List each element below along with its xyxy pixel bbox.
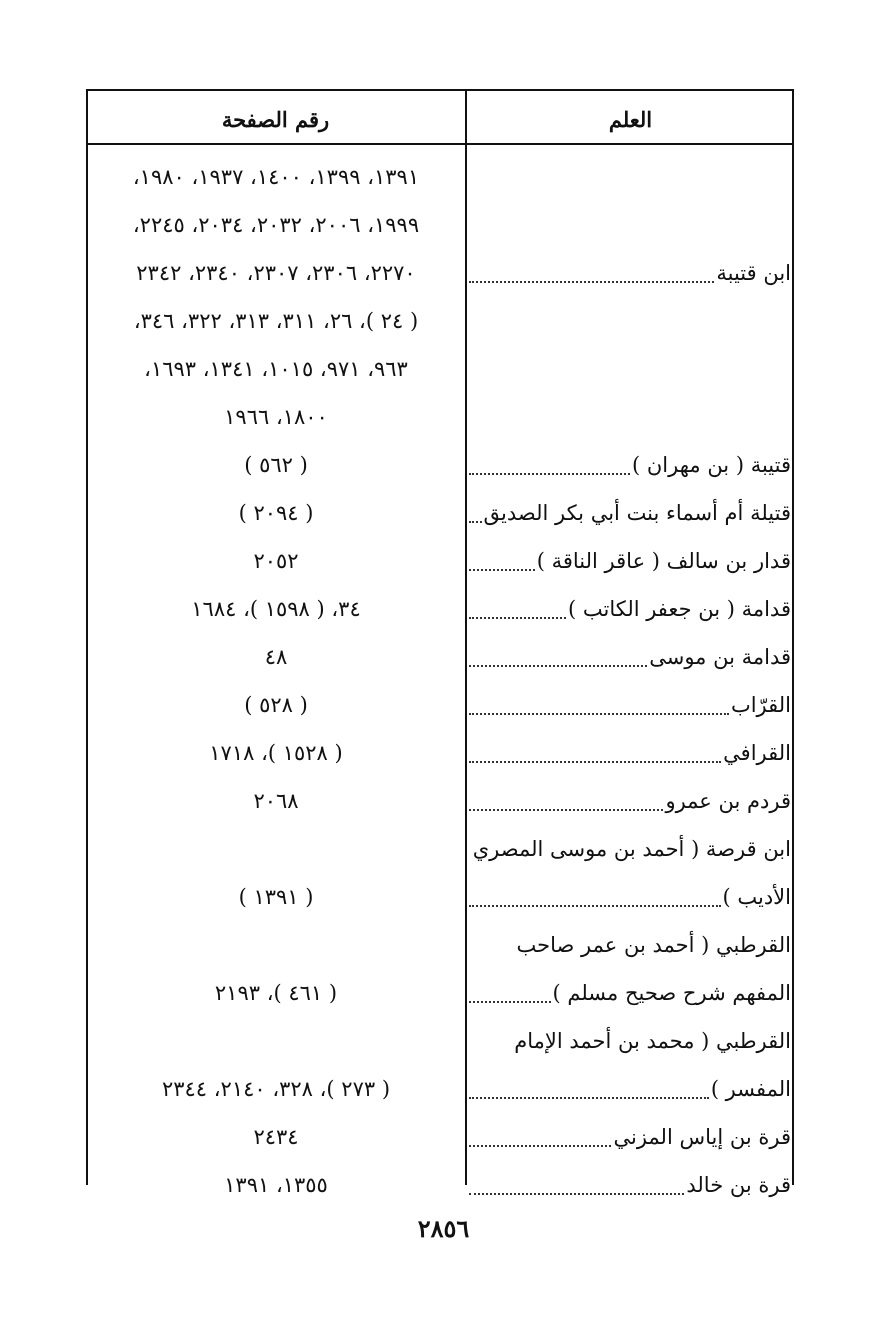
entry-name-line xyxy=(469,537,791,585)
entry-pages xyxy=(90,681,462,729)
entry-pages xyxy=(90,729,462,777)
page-ref-line: ٢٠٦٨ xyxy=(253,789,299,813)
page-ref-line: ( ٤٦١ )، ٢١٩٣ xyxy=(214,981,338,1005)
index-entry xyxy=(0,489,887,537)
page-ref-line: ١٣٥٥، ١٣٩١ xyxy=(224,1173,328,1197)
page-number: ٢٨٥٦ xyxy=(417,1214,470,1243)
entry-pages xyxy=(90,1113,462,1161)
page-ref-line: ١٣٩١، ١٣٩٩، ١٤٠٠، ١٩٣٧، ١٩٨٠، xyxy=(132,165,420,189)
index-entry xyxy=(0,537,887,585)
entry-pages xyxy=(90,633,462,681)
index-entry xyxy=(0,921,887,1017)
entry-name-text: المفهم شرح صحيح مسلم ) xyxy=(552,981,791,1005)
entry-pages xyxy=(90,1065,462,1113)
index-entry xyxy=(0,585,887,633)
entry-name-line xyxy=(469,729,791,777)
entry-name-text: ابن قتيبة xyxy=(716,261,791,285)
index-entry xyxy=(0,681,887,729)
dot-leader xyxy=(469,1145,611,1147)
page-ref-line: ( ٢٧٣ )، ٣٢٨، ٢١٤٠، ٢٣٤٤ xyxy=(161,1077,391,1101)
index-entry xyxy=(0,633,887,681)
entry-name-line xyxy=(469,873,791,921)
entry-name-line xyxy=(469,1017,791,1065)
entry-name-text: القرافي xyxy=(723,741,791,765)
page-ref-line: ٤٨ xyxy=(264,645,288,669)
dot-leader xyxy=(469,809,663,811)
page-ref-line: ( ٢٤ )، ٢٦، ٣١١، ٣١٣، ٣٢٢، ٣٤٦، xyxy=(133,309,419,333)
entry-name-line xyxy=(469,681,791,729)
entry-pages xyxy=(90,1161,462,1209)
index-entry xyxy=(0,1017,887,1113)
dot-leader xyxy=(469,665,647,667)
entry-name-line xyxy=(469,921,791,969)
entry-pages xyxy=(90,873,462,921)
entry-name-text: قردم بن عمرو xyxy=(665,789,791,813)
entry-name-line xyxy=(469,969,791,1017)
entry-name-text: المفسر ) xyxy=(710,1077,791,1101)
entry-name-line xyxy=(469,825,791,873)
entry-name-line xyxy=(469,1161,791,1209)
page-ref-line: ٢٠٥٢ xyxy=(253,549,299,573)
entry-pages xyxy=(90,441,462,489)
page-ref-line: ( ٢٠٩٤ ) xyxy=(238,501,314,525)
page-ref-line: ٢٢٧٠، ٢٣٠٦، ٢٣٠٧، ٢٣٤٠، ٢٣٤٢ xyxy=(136,261,416,285)
dot-leader xyxy=(469,1193,684,1195)
entry-pages xyxy=(90,969,462,1017)
dot-leader xyxy=(469,1001,551,1003)
page-ref-line: ( ٥٦٢ ) xyxy=(244,453,308,477)
page-ref-line: ١٩٩٩، ٢٠٠٦، ٢٠٣٢، ٢٠٣٤، ٢٢٤٥، xyxy=(132,213,420,237)
index-entry xyxy=(0,1161,887,1209)
page-column-header: رقم الصفحة xyxy=(221,107,330,132)
entry-name-text: قدامة ( بن جعفر الكاتب ) xyxy=(567,597,791,621)
entry-name-text: قدار بن سالف ( عاقر الناقة ) xyxy=(536,549,791,573)
entry-name-text: قتيلة أم أسماء بنت أبي بكر الصديق xyxy=(483,501,791,525)
entry-name-line xyxy=(469,1113,791,1161)
dot-leader xyxy=(469,617,566,619)
index-entry xyxy=(0,1113,887,1161)
entry-name-text: قرة بن إياس المزني xyxy=(613,1125,791,1149)
dot-leader xyxy=(469,281,714,283)
entry-pages xyxy=(90,537,462,585)
page-ref-line: ٩٦٣، ٩٧١، ١٠١٥، ١٣٤١، ١٦٩٣، xyxy=(144,357,408,381)
entry-pages xyxy=(90,153,462,441)
page-ref-line: ٣٤، ( ١٥٩٨ )، ١٦٨٤ xyxy=(191,597,361,621)
entry-name-line xyxy=(469,585,791,633)
dot-leader xyxy=(469,713,729,715)
page-ref-line: ( ١٥٢٨ )، ١٧١٨ xyxy=(209,741,343,765)
entry-name-text: القرطبي ( محمد بن أحمد الإمام xyxy=(514,1029,791,1053)
entry-name-line xyxy=(469,489,791,537)
entry-name-line xyxy=(469,441,791,489)
dot-leader xyxy=(469,905,721,907)
entry-pages xyxy=(90,777,462,825)
page-ref-line: ( ٥٢٨ ) xyxy=(244,693,308,717)
dot-leader xyxy=(469,521,482,523)
entry-name-text: قدامة بن موسى xyxy=(649,645,791,669)
entry-name-text: القرطبي ( أحمد بن عمر صاحب xyxy=(516,933,791,957)
index-entry xyxy=(0,825,887,921)
page-ref-line: ٢٤٣٤ xyxy=(253,1125,299,1149)
name-column-header: العلم xyxy=(608,107,653,132)
entry-name-line xyxy=(469,1065,791,1113)
entry-name-line xyxy=(469,633,791,681)
entry-name-text: قتيبة ( بن مهران ) xyxy=(632,453,791,477)
entry-pages xyxy=(90,585,462,633)
page-ref-line: ١٨٠٠، ١٩٦٦ xyxy=(224,405,328,429)
entry-pages xyxy=(90,489,462,537)
dot-leader xyxy=(469,569,535,571)
page-ref-line: ( ١٣٩١ ) xyxy=(238,885,314,909)
entry-name-text: قرة بن خالد xyxy=(686,1173,791,1197)
dot-leader xyxy=(469,761,721,763)
index-entry xyxy=(0,729,887,777)
entry-name-line xyxy=(469,249,791,297)
index-entry xyxy=(0,441,887,489)
entry-name-line xyxy=(469,777,791,825)
entry-name-text: الأديب ) xyxy=(722,885,791,909)
entry-name-text: القرّاب xyxy=(730,693,791,717)
dot-leader xyxy=(469,1097,709,1099)
dot-leader xyxy=(469,473,630,475)
index-entry xyxy=(0,777,887,825)
entry-name-text: ابن قرصة ( أحمد بن موسى المصري xyxy=(472,837,791,861)
index-entry xyxy=(0,153,887,441)
